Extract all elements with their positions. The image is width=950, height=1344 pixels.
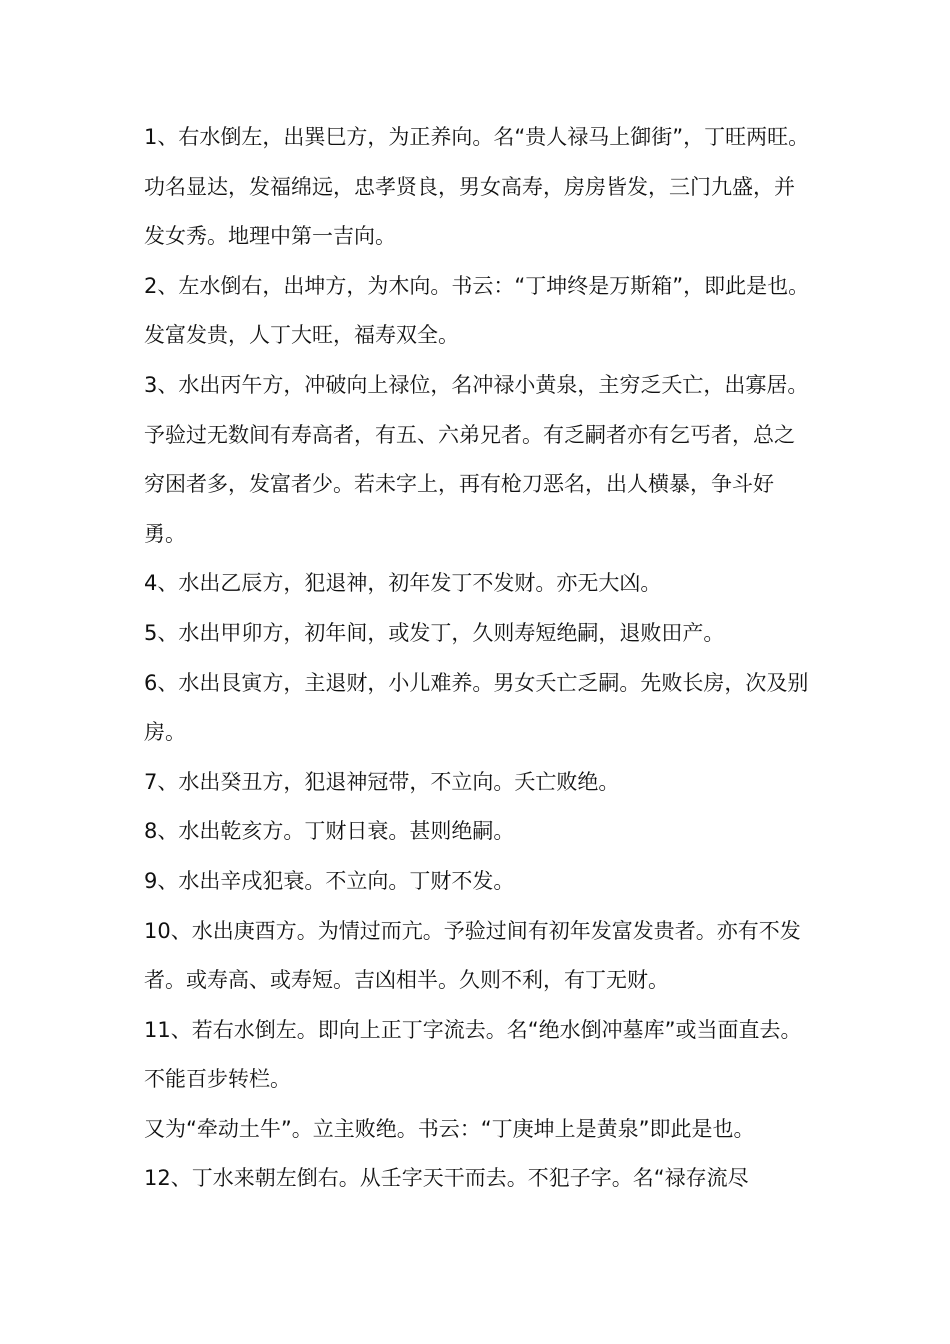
paragraph-6: 6、水出艮寅方，主退财，小儿难养。男女夭亡乏嗣。先败长房，次及别房。 xyxy=(144,670,809,745)
paragraph-3: 3、水出丙午方，冲破向上禄位，名冲禄小黄泉，主穷乏夭亡，出寡居。予验过无数间有寿高者，有五、六弟兄者。有乏嗣者亦有乞丐者，总之穷困者多，发富者少。若未字上，再有枪刀恶名，出人横暴，争斗好勇。 xyxy=(144,372,809,546)
paragraph-2: 2、左水倒右，出坤方，为木向。书云：“丁坤终是万斯箱”，即此是也。发富发贵，人丁大旺，福寿双全。 xyxy=(144,273,810,348)
paragraph-9: 9、水出辛戌犯衰。不立向。丁财不发。 xyxy=(144,868,515,893)
paragraph-1: 1、右水倒左，出巽巳方，为正养向。名“贵人禄马上御街”，丁旺两旺。功名显达，发福绵远，忠孝贤良，男女高寿，房房皆发，三门九盛，并发女秀。地理中第一吉向。 xyxy=(144,125,810,249)
paragraph-5: 5、水出甲卯方，初年间，或发丁，久则寿短绝嗣，退败田产。 xyxy=(144,620,725,645)
paragraph-12: 12、丁水来朝左倒右。从壬字天干而去。不犯子字。名“禄存流尽 xyxy=(144,1166,749,1191)
paragraph-4: 4、水出乙辰方，犯退神，初年发丁不发财。亦无大凶。 xyxy=(144,571,662,596)
document-body xyxy=(144,113,810,1204)
paragraph-10: 10、水出庚酉方。为情过而亢。予验过间有初年发富发贵者。亦有不发者。或寿高、或寿短。吉凶相半。久则不利，有丁无财。 xyxy=(144,918,801,993)
paragraph-8: 8、水出乾亥方。丁财日衰。甚则绝嗣。 xyxy=(144,819,515,844)
paragraph-11: 11、若右水倒左。即向上正丁字流去。名“绝水倒冲墓库”或当面直去。不能百步转栏。 xyxy=(144,1017,802,1092)
paragraph-11-continued: 又为“牵动土牛”。立主败绝。书云：“丁庚坤上是黄泉”即此是也。 xyxy=(144,1116,755,1141)
paragraph-7: 7、水出癸丑方，犯退神冠带，不立向。夭亡败绝。 xyxy=(144,769,620,794)
